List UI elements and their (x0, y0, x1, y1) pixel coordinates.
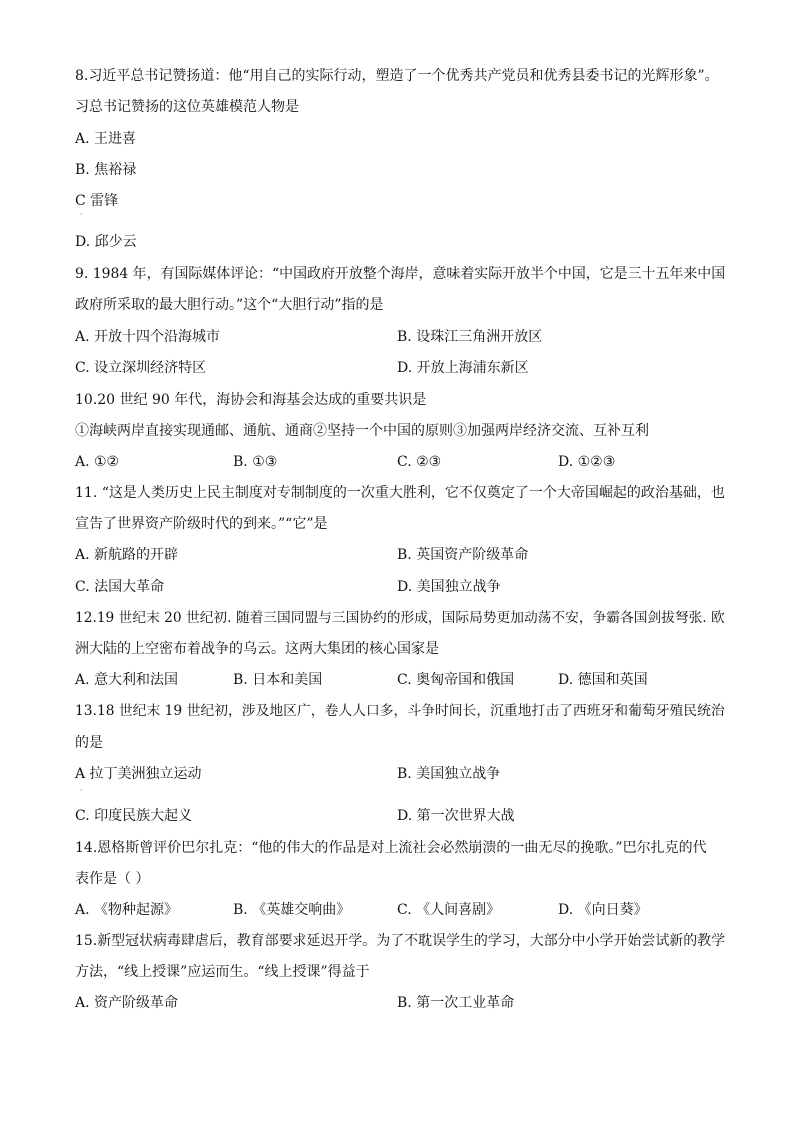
question-9-line-1: 9. 1984 年，有国际媒体评论：“中国政府开放整个海岸，意味着实际开放半个中国，它是三十五年来中国 (75, 266, 726, 282)
question-14-option-b: B. 《英雄交响曲》 (233, 902, 351, 918)
question-11-line-1: 11. “这是人类历史上民主制度对专制制度的一次重大胜利，它不仅奠定了一个大帝国崛起的政治基础，也 (75, 485, 725, 501)
question-11-option-c: C. 法国大革命 (75, 579, 165, 595)
question-14-option-d: D. 《向日葵》 (558, 902, 648, 918)
question-13-line-1: 13.18 世纪末 19 世纪初，涉及地区广，卷人人口多，斗争时间长，沉重地打击了西班牙和葡萄牙殖民统治 (75, 703, 725, 719)
question-12-option-a: A. 意大利和法国 (75, 672, 179, 688)
question-15-option-b: B. 第一次工业革命 (397, 995, 515, 1011)
question-11-option-d: D. 美国独立战争 (397, 579, 501, 595)
question-8-line-1: 8.习近平总书记赞扬道：他“用自己的实际行动，塑造了一个优秀共产党员和优秀县委书记的光辉形象”。 (75, 68, 719, 84)
question-14-line-2: 表作是（ ） (75, 871, 150, 887)
question-14-option-c: C. 《人间喜剧》 (397, 902, 501, 918)
question-15-line-1: 15.新型冠状病毒肆虐后，教育部要求延迟开学。为了不耽误学生的学习，大部分中小学开始尝试新的教学 (75, 933, 726, 949)
question-11-line-2: 宣告了世界资产阶级时代的到来。”“它”是 (75, 516, 328, 532)
question-8-option-d: D. 邱少云 (75, 234, 137, 250)
question-8-line-2: 习总书记赞扬的这位英雄模范人物是 (75, 99, 299, 115)
question-10-option-d: D. ①②③ (558, 454, 616, 470)
question-12-line-2: 洲大陆的上空密布着战争的乌云。这两大集团的核心国家是 (75, 641, 439, 657)
question-13-option-d: D. 第一次世界大战 (397, 808, 515, 824)
question-15-line-2: 方法，“线上授课”应运而生。“线上授课”得益于 (75, 964, 370, 980)
question-15-option-a: A. 资产阶级革命 (75, 995, 179, 1011)
stray-dot: · (80, 786, 83, 795)
question-11-option-b: B. 英国资产阶级革命 (397, 547, 529, 563)
question-9-option-a: A. 开放十四个沿海城市 (75, 329, 221, 345)
question-13-line-2: 的是 (75, 735, 103, 751)
question-10-line-1: 10.20 世纪 90 年代，海协会和海基会达成的重要共识是 (75, 392, 427, 408)
question-12-option-d: D. 德国和英国 (558, 672, 648, 688)
question-9-option-c: C. 设立深圳经济特区 (75, 360, 207, 376)
question-9-option-d: D. 开放上海浦东新区 (397, 360, 529, 376)
question-14-line-1: 14.恩格斯曾评价巴尔扎克：“他的伟大的作品是对上流社会必然崩溃的一曲无尽的挽歌。”巴尔扎克的代 (75, 840, 707, 856)
stray-dot: · (80, 210, 83, 219)
question-12-option-c: C. 奥匈帝国和俄国 (397, 672, 515, 688)
question-13-option-a: A 拉丁美洲独立运动 (75, 766, 202, 782)
question-13-option-b: B. 美国独立战争 (397, 766, 501, 782)
question-10-line-2: ①海峡两岸直接实现通邮、通航、通商②坚持一个中国的原则③加强两岸经济交流、互补互利 (75, 423, 649, 439)
question-8-option-a: A. 王进喜 (75, 131, 137, 147)
question-11-option-a: A. 新航路的开辟 (75, 547, 179, 563)
question-14-option-a: A. 《物种起源》 (75, 902, 179, 918)
question-8-option-b: B. 焦裕禄 (75, 162, 137, 178)
question-10-option-b: B. ①③ (233, 454, 278, 470)
question-9-option-b: B. 设珠江三角洲开放区 (397, 329, 543, 345)
question-9-line-2: 政府所采取的最大胆行动。”这个“大胆行动”指的是 (75, 297, 384, 313)
question-10-option-a: A. ①② (75, 454, 120, 470)
question-13-option-c: C. 印度民族大起义 (75, 808, 193, 824)
question-12-option-b: B. 日本和美国 (233, 672, 323, 688)
question-12-line-1: 12.19 世纪末 20 世纪初. 随着三国同盟与三国协约的形成，国际局势更加动荡不安，争霸各国剑拔弩张. 欧 (75, 610, 725, 626)
question-8-option-c: C 雷锋 (75, 193, 119, 209)
question-10-option-c: C. ②③ (397, 454, 442, 470)
